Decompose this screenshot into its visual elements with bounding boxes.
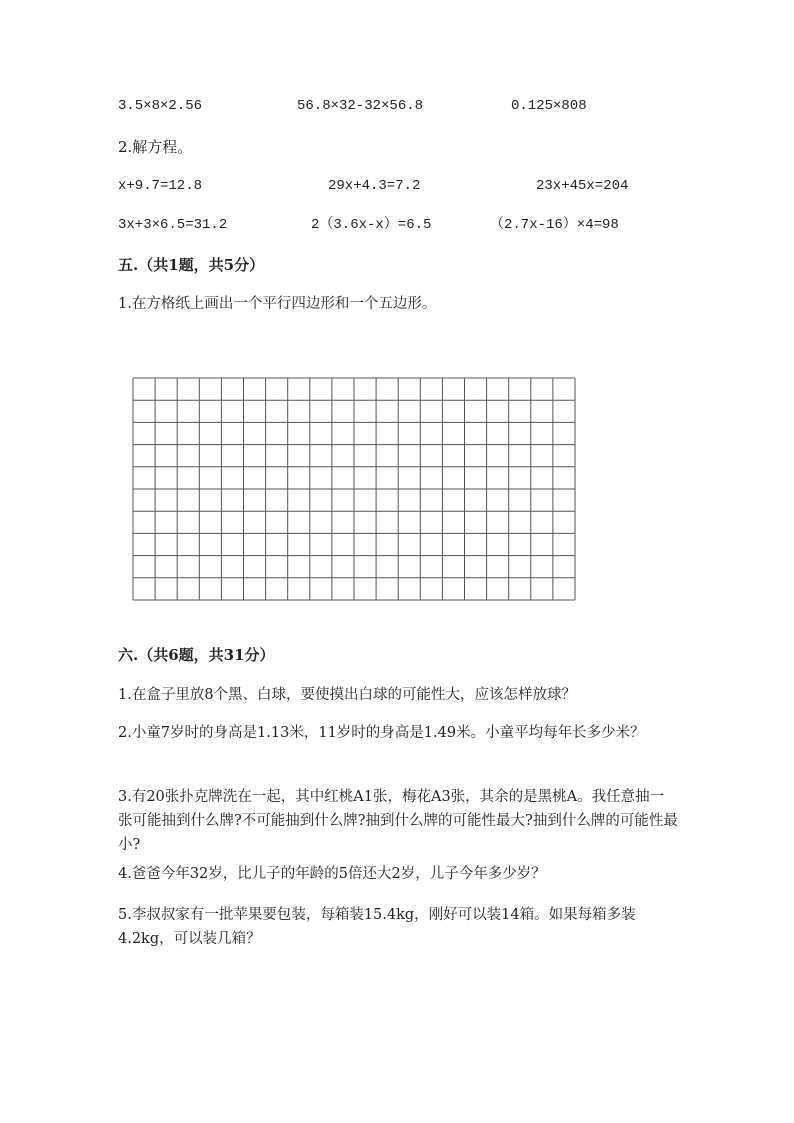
calc-item-1: 3.5×8×2.56	[118, 98, 203, 114]
calc-item-2: 56.8×32-32×56.8	[297, 98, 424, 114]
calc-item-3: 0.125×808	[511, 98, 587, 114]
section-5-heading: 五.（共1题，共5分）	[118, 256, 265, 274]
equation-3: 23x+45x=204	[536, 178, 629, 194]
equation-5: 2（3.6x-x）=6.5	[311, 217, 432, 233]
equation-6: （2.7x-16）×4=98	[490, 217, 619, 233]
question-6-1: 1.在盒子里放8个黑、白球，要使摸出白球的可能性大，应该怎样放球？	[118, 687, 577, 703]
section-6-heading: 六.（共6题，共31分）	[118, 646, 275, 664]
section-5-question: 1.在方格纸上画出一个平行四边形和一个五边形。	[118, 296, 437, 312]
question-6-3: 3.有20张扑克牌洗在一起，其中红桃A1张，梅花A3张，其余的是黑桃A。我任意抽一张可能抽到什么牌?不可能抽到什么牌?抽到什么牌的可能性最大?抽到什么牌的可能性最小?	[118, 789, 678, 853]
grid-paper	[132, 377, 576, 601]
equation-1: x+9.7=12.8	[118, 178, 203, 194]
drawing-grid	[132, 377, 576, 605]
question-6-5: 5.李叔叔家有一批苹果要包装，每箱装15.4kg，刚好可以装14箱。如果每箱多装4.2kg，可以装几箱？	[118, 907, 636, 947]
question-6-2: 2.小童7岁时的身高是1.13米，11岁时的身高是1.49米。小童平均每年长多少米？	[118, 725, 645, 741]
question-6-4: 4.爸爸今年32岁，比儿子的年龄的5倍还大2岁，儿子今年多少岁？	[118, 866, 546, 882]
equation-2: 29x+4.3=7.2	[328, 178, 421, 194]
equation-4: 3x+3×6.5=31.2	[118, 217, 228, 233]
section-2-title: 2.解方程。	[118, 138, 193, 156]
